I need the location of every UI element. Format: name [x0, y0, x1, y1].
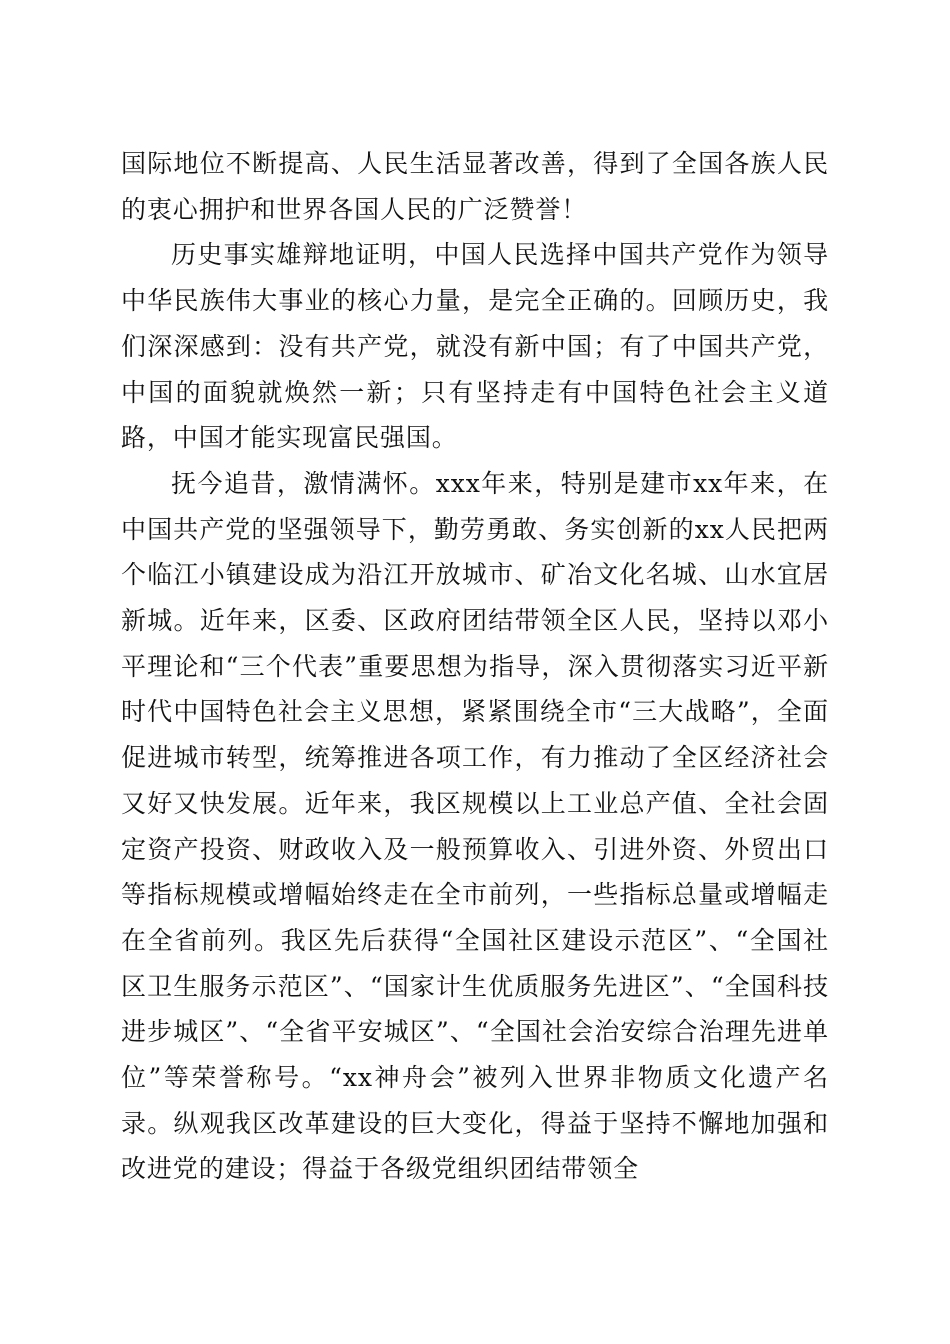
- paragraph-3: 抚今追昔，激情满怀。xxx年来，特别是建市xx年来，在中国共产党的坚强领导下，勤劳勇敢、务实创新的xx人民把两个临江小镇建设成为沿江开放城市、矿冶文化名城、山水宜居新城。近年来，区委、区政府团结带领全区人民，坚持以邓小平理论和“三个代表”重要思想为指导，深入贯彻落实习近平新时代中国特色社会主义思想，紧紧围绕全市“三大战略”，全面促进城市转型，统筹推进各项工作，有力推动了全区经济社会又好又快发展。近年来，我区规模以上工业总产值、全社会固定资产投资、财政收入及一般预算收入、引进外资、外贸出口等指标规模或增幅始终走在全市前列，一些指标总量或增幅走在全省前列。我区先后获得“全国社区建设示范区”、“全国社区卫生服务示范区”、“国家计生优质服务先进区”、“全国科技进步城区”、“全省平安城区”、“全国社会治安综合治理先进单位”等荣誉称号。“xx神舟会”被列入世界非物质文化遗产名录。纵观我区改革建设的巨大变化，得益于坚持不懈地加强和改进党的建设；得益于各级党组织团结带领全: [121, 468, 829, 1184]
- paragraph-1: 国际地位不断提高、人民生活显著改善，得到了全国各族人民的衷心拥护和世界各国人民的广泛赞誉！: [121, 149, 829, 224]
- document-body: [121, 141, 829, 1192]
- paragraph-2: 历史事实雄辩地证明，中国人民选择中国共产党作为领导中华民族伟大事业的核心力量，是完全正确的。回顾历史，我们深深感到：没有共产党，就没有新中国；有了中国共产党，中国的面貌就焕然一新；只有坚持走有中国特色社会主义道路，中国才能实现富民强国。: [121, 240, 829, 453]
